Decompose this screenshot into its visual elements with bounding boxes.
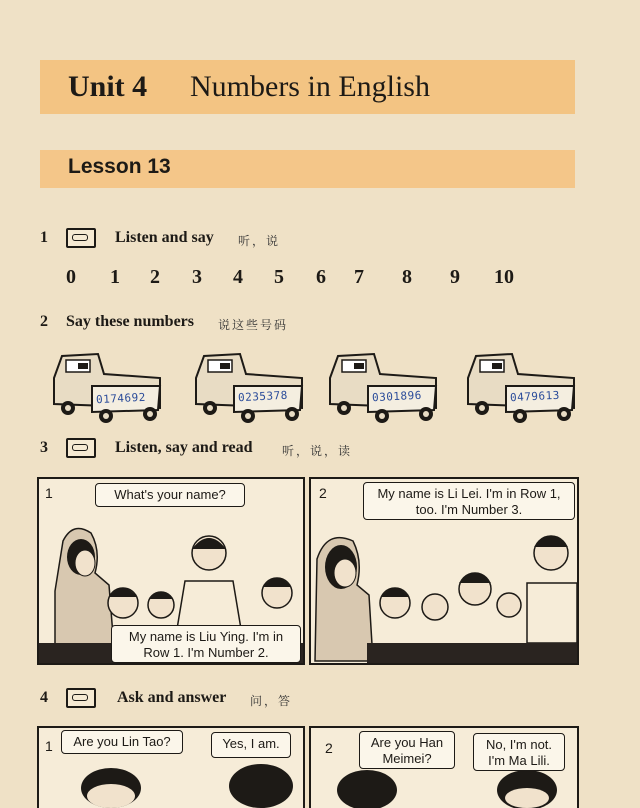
cassette-tape-icon: [66, 438, 96, 458]
number-2: 2: [150, 266, 160, 288]
number-row: [0, 266, 640, 294]
section-1-title: Listen and say: [115, 229, 214, 246]
section-1-number: 1: [40, 229, 48, 246]
comic-panel-3: [37, 726, 305, 808]
section-3-chinese: 听，说，读: [282, 444, 353, 458]
comic-panel-4: [309, 726, 579, 808]
speech-bubble-answer: My name is Liu Ying. I'm in Row 1. I'm Number 2.: [111, 625, 301, 663]
unit-number: Unit 4: [68, 70, 148, 103]
cassette-tape-icon: [66, 688, 96, 708]
number-4: 4: [233, 266, 243, 288]
truck-1: [48, 350, 164, 424]
section-1-chinese: 听，说: [238, 234, 281, 248]
number-0: 0: [66, 266, 76, 288]
speech-bubble-question: Are you Han Meimei?: [359, 731, 455, 769]
floor-shadow: [367, 643, 577, 663]
panel-number: 1: [45, 738, 53, 754]
speech-bubble-question: Are you Lin Tao?: [61, 730, 183, 754]
truck-2: [190, 350, 306, 424]
speech-bubble-answer: Yes, I am.: [211, 732, 291, 758]
truck-3: [324, 350, 440, 424]
section-3-title: Listen, say and read: [115, 439, 253, 456]
comic-panel-2: [309, 477, 579, 665]
number-10: 10: [494, 266, 514, 288]
comic-panel-1: [37, 477, 305, 665]
panel-number: 1: [45, 485, 53, 501]
panel-number: 2: [319, 485, 327, 501]
number-1: 1: [110, 266, 120, 288]
number-3: 3: [192, 266, 202, 288]
section-2-number: 2: [40, 313, 48, 330]
number-6: 6: [316, 266, 326, 288]
truck-illustration: [462, 350, 578, 424]
speech-bubble-question: What's your name?: [95, 483, 245, 507]
section-3-number: 3: [40, 439, 48, 456]
license-plate: 0174692: [95, 390, 147, 407]
speech-bubble-answer: My name is Li Lei. I'm in Row 1, too. I'm Number 3.: [363, 482, 575, 520]
section-4-title: Ask and answer: [117, 689, 227, 706]
panel-number: 2: [325, 740, 333, 756]
section-4-number: 4: [40, 689, 48, 706]
lesson-title: Lesson 13: [68, 155, 171, 178]
section-2-title: Say these numbers: [66, 313, 195, 330]
license-plate: 0479613: [509, 388, 561, 405]
truck-illustration: [48, 350, 164, 424]
section-4-chinese: 问，答: [250, 694, 293, 708]
truck-4: [462, 350, 578, 424]
license-plate: 0301896: [371, 388, 423, 405]
truck-illustration: [324, 350, 440, 424]
license-plate: 0235378: [237, 388, 289, 405]
number-7: 7: [354, 266, 364, 288]
speech-bubble-answer: No, I'm not. I'm Ma Lili.: [473, 733, 565, 771]
cassette-tape-icon: [66, 228, 96, 248]
truck-illustration: [190, 350, 306, 424]
number-8: 8: [402, 266, 412, 288]
section-2-chinese: 说这些号码: [218, 318, 289, 332]
number-9: 9: [450, 266, 460, 288]
number-5: 5: [274, 266, 284, 288]
unit-title: Numbers in English: [190, 70, 430, 103]
